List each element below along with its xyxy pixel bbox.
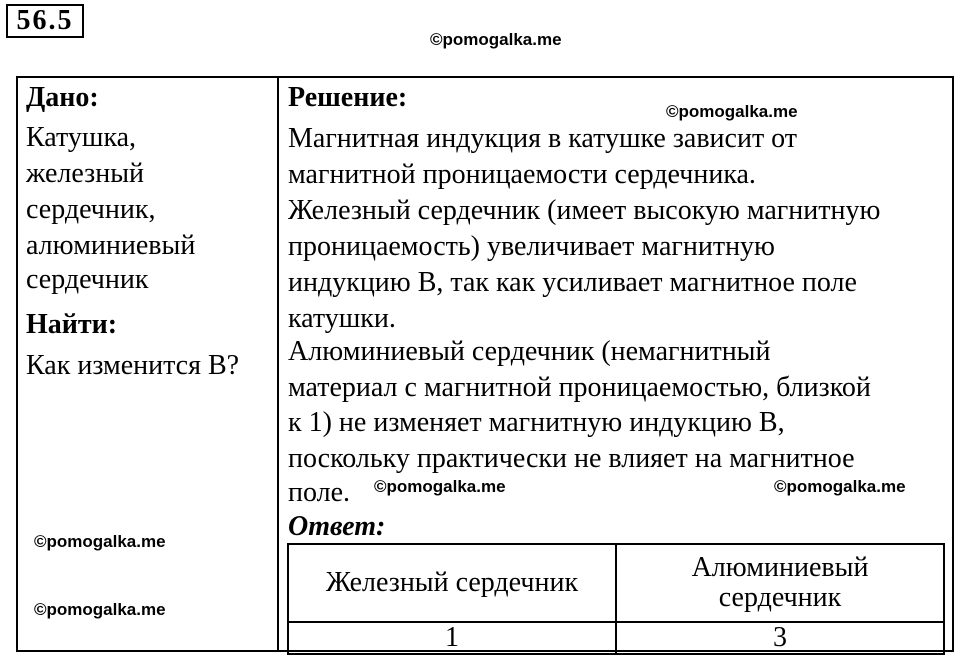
given-line: Катушка, (26, 122, 137, 153)
given-heading: Дано: (26, 82, 99, 113)
solution-line: проницаемость) увеличивает магнитную (288, 231, 775, 262)
answer-value-row (288, 622, 944, 654)
answer-col1-header: Железный сердечник (288, 544, 616, 622)
given-line: железный (26, 158, 144, 189)
solution-line: Железный сердечник (имеет высокую магнитную (288, 195, 881, 226)
watermark: ©pomogalka.me (430, 30, 562, 49)
watermark: ©pomogalka.me (666, 102, 798, 121)
answer-header-row (288, 544, 944, 622)
given-line: сердечник, (26, 194, 156, 225)
answer-col2-header-line: сердечник (718, 582, 842, 613)
solution-line: катушки. (288, 303, 396, 334)
problem-number: 56.5 (6, 4, 84, 38)
solution-line: поскольку практически не влияет на магнитное (288, 443, 855, 474)
watermark: ©pomogalka.me (34, 600, 166, 619)
watermark: ©pomogalka.me (374, 477, 506, 496)
solution-line: поле. (288, 477, 351, 508)
watermark: ©pomogalka.me (774, 477, 906, 496)
solution-line: Магнитная индукция в катушке зависит от (288, 123, 798, 154)
solution-line: к 1) не изменяет магнитную индукцию B, (288, 407, 785, 438)
watermark: ©pomogalka.me (34, 532, 166, 551)
column-divider (277, 76, 279, 652)
answer-col2-header (616, 544, 944, 622)
answer-col2-value: 3 (616, 622, 944, 654)
solution-line: индукцию B, так как усиливает магнитное поле (288, 267, 857, 298)
answer-heading: Ответ: (288, 511, 386, 542)
answer-col1-value: 1 (288, 622, 616, 654)
find-heading: Найти: (26, 309, 118, 340)
solution-line: материал с магнитной проницаемостью, близкой (288, 372, 871, 403)
answer-col2-header-line: Алюминиевый (691, 552, 869, 583)
given-line: алюминиевый (26, 230, 196, 261)
solution-heading: Решение: (288, 82, 408, 113)
given-line: сердечник (26, 264, 149, 295)
solution-line: Алюминиевый сердечник (немагнитный (288, 336, 771, 367)
find-text: Как изменится B? (26, 350, 240, 381)
answer-table (287, 543, 945, 655)
solution-line: магнитной проницаемости сердечника. (288, 159, 756, 190)
